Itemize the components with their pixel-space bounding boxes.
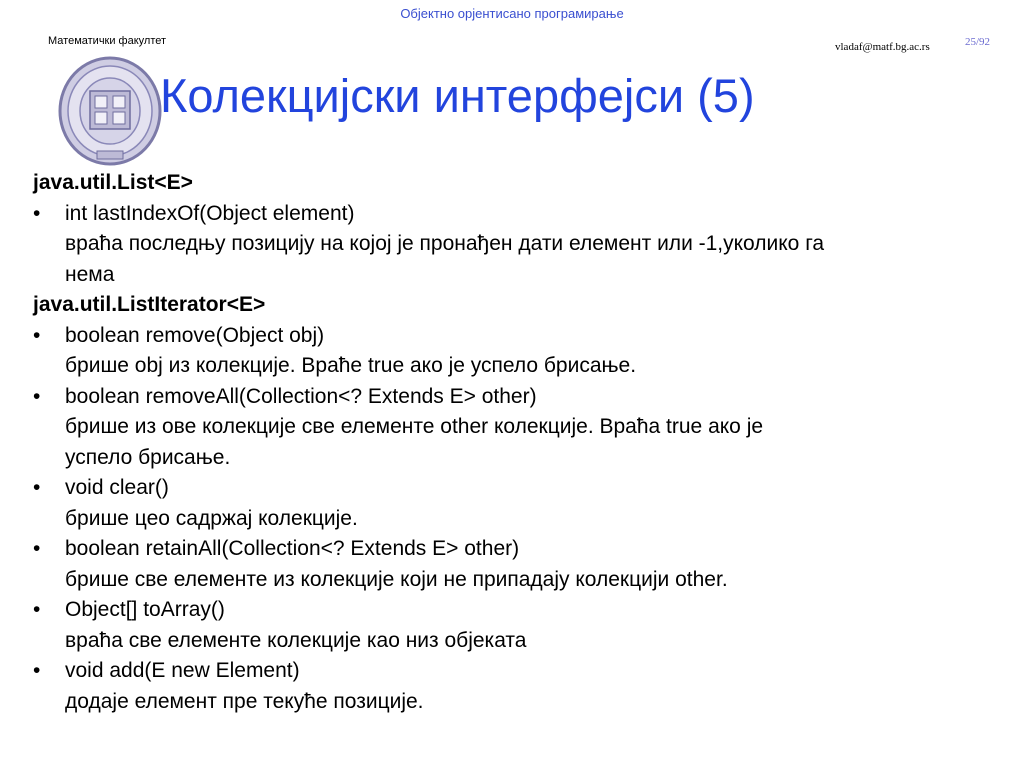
method-description: додаје елемент пре текуће позиције. [65,689,424,713]
bullet-icon: • [33,598,41,621]
section-heading-list: java.util.List<E> [33,171,193,194]
slide-title: Колекцијски интерфејси (5) [160,69,755,122]
method-description: враћа све елементе колекције као низ објеката [65,628,527,652]
author-email: vladaf@matf.bg.ac.rs [835,41,930,53]
method-signature: boolean removeAll(Collection<? Extends E> other) [65,384,537,408]
list-section-items [33,199,1008,291]
list-item [33,473,1008,504]
slide-content [33,168,1008,717]
method-description: успело брисање. [65,445,231,469]
method-description: брише цео садржај колекције. [65,506,358,530]
method-signature: boolean retainAll(Collection<? Extends E> other) [65,537,520,560]
method-signature: void clear() [65,476,169,499]
page-number: 25/92 [965,36,991,48]
iterator-section-items [33,321,1008,718]
list-item [33,382,1008,413]
university-seal-logo [57,55,164,167]
bullet-icon: • [33,384,41,408]
bullet-icon: • [33,537,41,560]
method-description: враћа последњу позицију на којој је пронађен дати елемент или -1,уколико га [65,232,825,255]
bullet-icon: • [33,201,41,225]
course-title: Објектно орјентисано програмирање [400,6,624,21]
bullet-icon: • [33,659,41,682]
method-description: брише obj из колекције. Враће true ако је успело брисање. [65,354,637,377]
bullet-icon: • [33,323,41,347]
list-item [33,534,1008,565]
method-signature: void add(E new Element) [65,659,300,682]
bullet-icon: • [33,476,41,499]
method-signature: int lastIndexOf(Object element) [65,201,355,225]
method-signature: boolean remove(Object obj) [65,323,325,347]
list-item [33,321,1008,352]
faculty-name: Математички факултет [48,35,167,47]
method-signature: Object[] toArray() [65,598,225,621]
list-item [33,199,1008,230]
list-item [33,595,1008,626]
method-description: нема [65,262,115,286]
list-item [33,656,1008,687]
method-description: брише из ове колекције све елементе other колекције. Враћа true ако је [65,415,764,438]
method-description: брише све елементе из колекције који не припадају колекцији other. [65,567,728,591]
section-heading-listiterator: java.util.ListIterator<E> [33,293,266,316]
